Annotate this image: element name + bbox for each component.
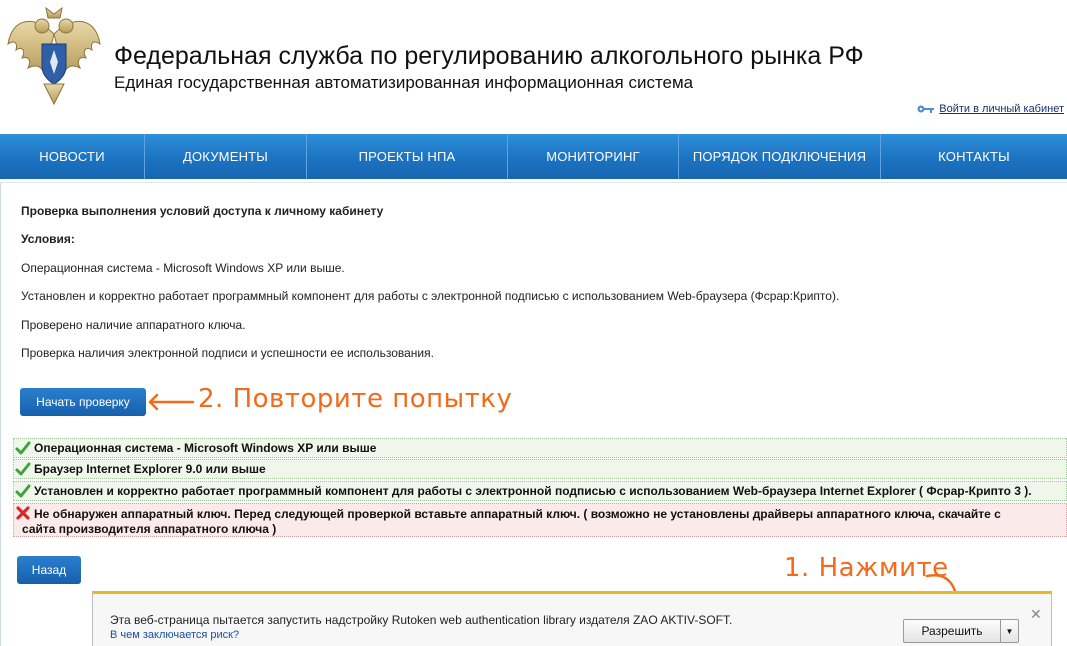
close-icon[interactable]: ✕ (1030, 606, 1042, 622)
result-row-error (13, 503, 1067, 537)
main-content (0, 182, 1067, 646)
check-icon (15, 461, 31, 477)
conditions-label: Условия: (21, 232, 75, 246)
check-icon (15, 483, 31, 499)
chevron-down-icon[interactable]: ▼ (1000, 620, 1018, 642)
error-text-line2: сайта производителя аппаратного ключа ) (22, 522, 277, 536)
result-text: Браузер Internet Explorer 9.0 или выше (34, 462, 266, 476)
condition-item: Проверка наличия электронной подписи и успешности ее использования. (21, 346, 434, 360)
allow-split-button[interactable] (903, 619, 1019, 643)
nav-item-contacts[interactable]: КОНТАКТЫ (938, 149, 1010, 164)
risk-link[interactable]: В чем заключается риск? (110, 629, 240, 641)
nav-item-documents[interactable]: ДОКУМЕНТЫ (145, 134, 307, 179)
site-header (0, 0, 1067, 132)
check-icon (15, 440, 31, 456)
result-row-passed (13, 459, 1067, 479)
nav-item-monitoring[interactable]: МОНИТОРИНГ (508, 134, 679, 179)
condition-item: Установлен и корректно работает программный компонент для работы с электронной подписью с использованием Web-браузера (Фсрар:Крипто). (21, 289, 840, 303)
result-row-passed (13, 481, 1067, 501)
login-link-group[interactable] (917, 103, 1064, 115)
double-headed-eagle-emblem-icon (4, 4, 104, 112)
start-check-button[interactable]: Начать проверку (20, 388, 146, 416)
nav-item-npa-projects[interactable]: ПРОЕКТЫ НПА (307, 134, 508, 179)
login-link[interactable]: Войти в личный кабинет (939, 103, 1064, 115)
condition-item: Операционная система - Microsoft Windows XP или выше. (21, 261, 345, 275)
addon-notification-bar (92, 591, 1052, 646)
page-subtitle: Единая государственная автоматизированная информационная система (114, 73, 694, 92)
check-heading: Проверка выполнения условий доступа к личному кабинету (21, 204, 384, 218)
condition-item: Проверено наличие аппаратного ключа. (21, 318, 246, 332)
key-icon (917, 104, 934, 114)
annotation-arrow-left (147, 391, 195, 413)
back-button[interactable]: Назад (17, 556, 81, 584)
result-text: Установлен и корректно работает программный компонент для работы с электронной подписью с использованием Web-браузера Internet Explorer ( Фсрар-Крипто 3 ). (34, 484, 1032, 498)
error-x-icon (15, 505, 31, 521)
error-text-line1: Не обнаружен аппаратный ключ. Перед следующей проверкой вставьте аппаратный ключ. ( возможно не установлены драйверы аппаратного ключа, скачайте с (34, 507, 1001, 521)
nav-item-news[interactable]: НОВОСТИ (0, 134, 145, 179)
page-title: Федеральная служба по регулированию алкогольного рынка РФ (114, 42, 864, 70)
nav-item-connection-procedure[interactable]: ПОРЯДОК ПОДКЛЮЧЕНИЯ (679, 134, 881, 179)
allow-button[interactable]: Разрешить (921, 624, 983, 638)
annotation-step1: 1. Нажмите (784, 553, 949, 583)
annotation-step2: 2. Повторите попытку (198, 384, 513, 414)
main-nav (0, 134, 1067, 179)
addon-message: Эта веб-страница пытается запустить надстройку Rutoken web authentication library издателя ZAO AKTIV-SOFT. (110, 613, 733, 627)
result-text: Операционная система - Microsoft Windows XP или выше (34, 441, 377, 455)
result-row-passed (13, 438, 1067, 458)
